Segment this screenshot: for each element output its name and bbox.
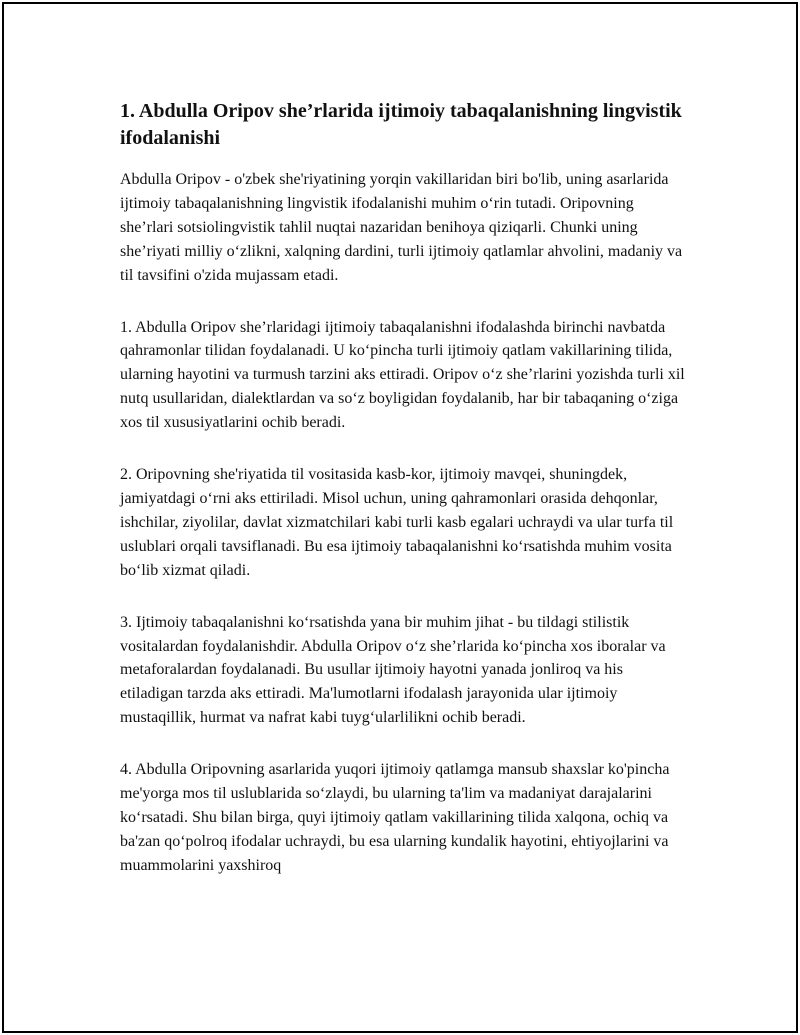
document-content: [120, 98, 690, 906]
document-title: 1. Abdulla Oripov she’rlarida ijtimoiy tabaqalanishning lingvistik ifodalanishi: [120, 100, 682, 149]
paragraph-4: 4. Abdulla Oripovning asarlarida yuqori ijtimoiy qatlamga mansub shaxslar ko'pincha me'yorga mos til uslublarida soʻzlaydi, bu ularning ta'lim va madaniyat darajalarini koʻrsatadi. Shu bilan birga, quyi ijtimoiy qatlam vakillarining tilida xalqona, ochiq va ba'zan qoʻpolroq ifodalar uchraydi, bu esa ularning kundalik hayotini, ehtiyojlarini va muammolarini yaxshiroq: [120, 761, 670, 874]
document-page: [2, 2, 798, 1033]
paragraph-2: 2. Oripovning she'riyatida til vositasida kasb-kor, ijtimoiy mavqei, shuningdek, jamiyatdagi oʻrni aks ettiriladi. Misol uchun, uning qahramonlari orasida dehqonlar, ishchilar, ziyolilar, davlat xizmatchilari kabi turli kasb egalari uchraydi va ular turfa til uslublari orqali tavsiflanadi. Bu esa ijtimoiy tabaqalanishni koʻrsatishda muhim vosita boʻlib xizmat qiladi.: [120, 466, 674, 579]
paragraph-3: 3. Ijtimoiy tabaqalanishni koʻrsatishda yana bir muhim jihat - bu tildagi stilistik vositalardan foydalanishdir. Abdulla Oripov oʻz sheʼrlarida koʻpincha xos iboralar va metaforalardan foydalanadi. Bu usullar ijtimoiy hayotni yanada jonliroq va his etiladigan tarzda aks ettiradi. Ma'lumotlarni ifodalash jarayonida ular ijtimoiy mustaqillik, hurmat va nafrat kabi tuygʻularlilikni ochib beradi.: [120, 613, 666, 727]
paragraph-1: 1. Abdulla Oripov she’rlaridagi ijtimoiy tabaqalanishni ifodalashda birinchi navbatda qahramonlar tilidan foydalanadi. U koʻpincha turli ijtimoiy qatlam vakillarining tilida, ularning hayotini va turmush tarzini aks ettiradi. Oripov oʻz sheʼrlarini yozishda turli xil nutq usullaridan, dialektlardan va soʻz boyligidan foydalanib, har bir tabaqaning oʻziga xos til xususiyatlarini ochib beradi.: [120, 318, 685, 432]
paragraph-intro: Abdulla Oripov - o'zbek she'riyatining yorqin vakillaridan biri bo'lib, uning asarlarida ijtimoiy tabaqalanishning lingvistik ifodalanishi muhim oʻrin tutadi. Oripovning sheʼrlari sotsiolingvistik tahlil nuqtai nazaridan benihoya qiziqarli. Chunki uning sheʼriyati milliy oʻzlikni, xalqning dardini, turli ijtimoiy qatlamlar ahvolini, madaniy va til tavsifini o'zida mujassam etadi.: [120, 171, 683, 284]
